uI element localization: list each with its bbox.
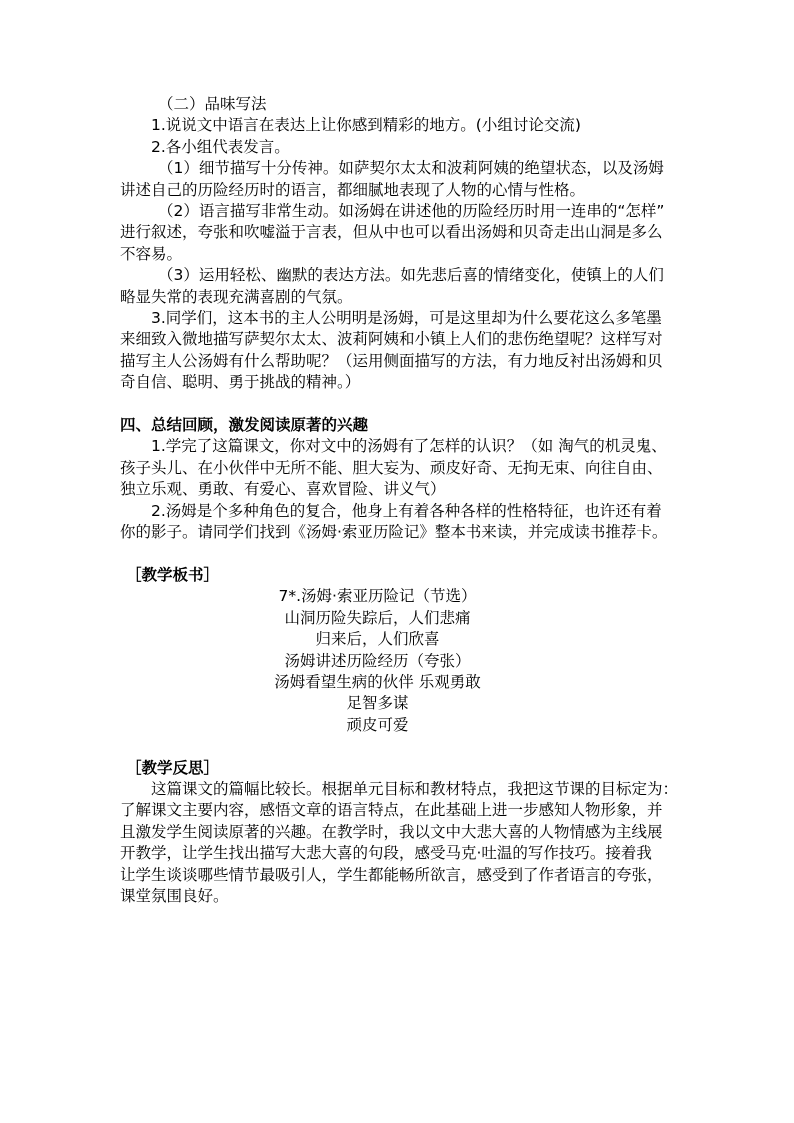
paragraph-line: 1.学完了这篇课文，你对文中的汤姆有了怎样的认识？（如 淘气的机灵鬼、	[151, 437, 667, 456]
paragraph-line: 3.同学们，这本书的主人公明明是汤姆，可是这里却为什么要花这么多笔墨	[151, 309, 662, 328]
reflection-heading: ［教学反思］	[126, 758, 220, 777]
paragraph: 2.各小组代表发言。	[151, 137, 290, 156]
board-heading: ［教学板书］	[126, 565, 220, 584]
paragraph-line: 且激发学生阅读原著的兴趣。在教学时，我以文中大悲大喜的人物情感为主线展	[120, 822, 663, 841]
paragraph-line: 了解课文主要内容，感悟文章的语言特点，在此基础上进一步感知人物形象，并	[120, 801, 663, 820]
paragraph: 1.说说文中语言在表达上让你感到精彩的地方。(小组讨论交流)	[151, 116, 581, 135]
paragraph-line: （2）语言描写非常生动。如汤姆在讲述他的历险经历时用一连串的“怎样”	[158, 202, 665, 221]
board-line: 汤姆看望生病的伙伴 乐观勇敢	[274, 672, 481, 691]
board-line: 7*.汤姆·索亚历险记（节选）	[278, 587, 477, 606]
paragraph-line: 描写主人公汤姆有什么帮助呢？（运用侧面描写的方法，有力地反衬出汤姆和贝	[120, 351, 663, 370]
paragraph-line: 你的影子。请同学们找到《汤姆·索亚历险记》整本书来读，并完成读书推荐卡。	[120, 523, 668, 542]
spacer	[120, 544, 680, 565]
paragraph-line: 略显失常的表现充满喜剧的气氛。	[120, 287, 353, 306]
board-line: 汤姆讲述历险经历（夸张）	[284, 651, 471, 670]
document-page	[120, 94, 680, 907]
paragraph-line: 奇自信、聪明、勇于挑战的精神。）	[120, 373, 361, 392]
paragraph-line: 来细致入微地描写萨契尔太太、波莉阿姨和小镇上人们的悲伤绝望呢？这样写对	[120, 330, 663, 349]
board-line: 顽皮可爱	[346, 715, 409, 734]
paragraph-line: 独立乐观、勇敢、有爱心、喜欢冒险、讲义气）	[120, 480, 446, 499]
paragraph-line: 开教学，让学生找出描写大悲大喜的句段，感受马克·吐温的写作技巧。接着我	[120, 844, 652, 863]
board-line: 山洞历险失踪后，人们悲痛	[284, 608, 471, 627]
paragraph-line: 2.汤姆是个多种角色的复合，他身上有着各种各样的性格特征，也许还有着	[151, 501, 662, 520]
board-line: 足智多谋	[346, 694, 409, 713]
paragraph-line: 这篇课文的篇幅比较长。根据单元目标和教材特点，我把这节课的目标定为：	[151, 779, 679, 798]
spacer	[120, 394, 680, 415]
paragraph-line: （3）运用轻松、幽默的表达方法。如先悲后喜的情绪变化，使镇上的人们	[158, 266, 664, 285]
paragraph-line: 课堂氛围良好。	[120, 886, 229, 905]
paragraph-line: 孩子头儿、在小伙伴中无所不能、胆大妄为、顽皮好奇、无拘无束、向往自由、	[120, 458, 663, 477]
blackboard-notes	[120, 586, 680, 736]
board-line: 归来后，人们欣喜	[315, 630, 440, 649]
paragraph-line: 讲述自己的历险经历时的语言，都细腻地表现了人物的心情与性格。	[120, 180, 586, 199]
spacer	[120, 736, 680, 757]
paragraph-line: 让学生谈谈哪些情节最吸引人，学生都能畅所欲言，感受到了作者语言的夸张，	[120, 865, 663, 884]
paragraph-line: 进行叙述，夸张和吹嘘溢于言表，但从中也可以看出汤姆和贝奇走出山洞是多么	[120, 223, 663, 242]
section-heading: （二）品味写法	[158, 95, 267, 113]
paragraph-line: 不容易。	[120, 244, 183, 263]
section-heading: 四、总结回顾，激发阅读原著的兴趣	[120, 416, 369, 435]
paragraph-line: （1）细节描写十分传神。如萨契尔太太和波莉阿姨的绝望状态，以及汤姆	[158, 159, 664, 178]
